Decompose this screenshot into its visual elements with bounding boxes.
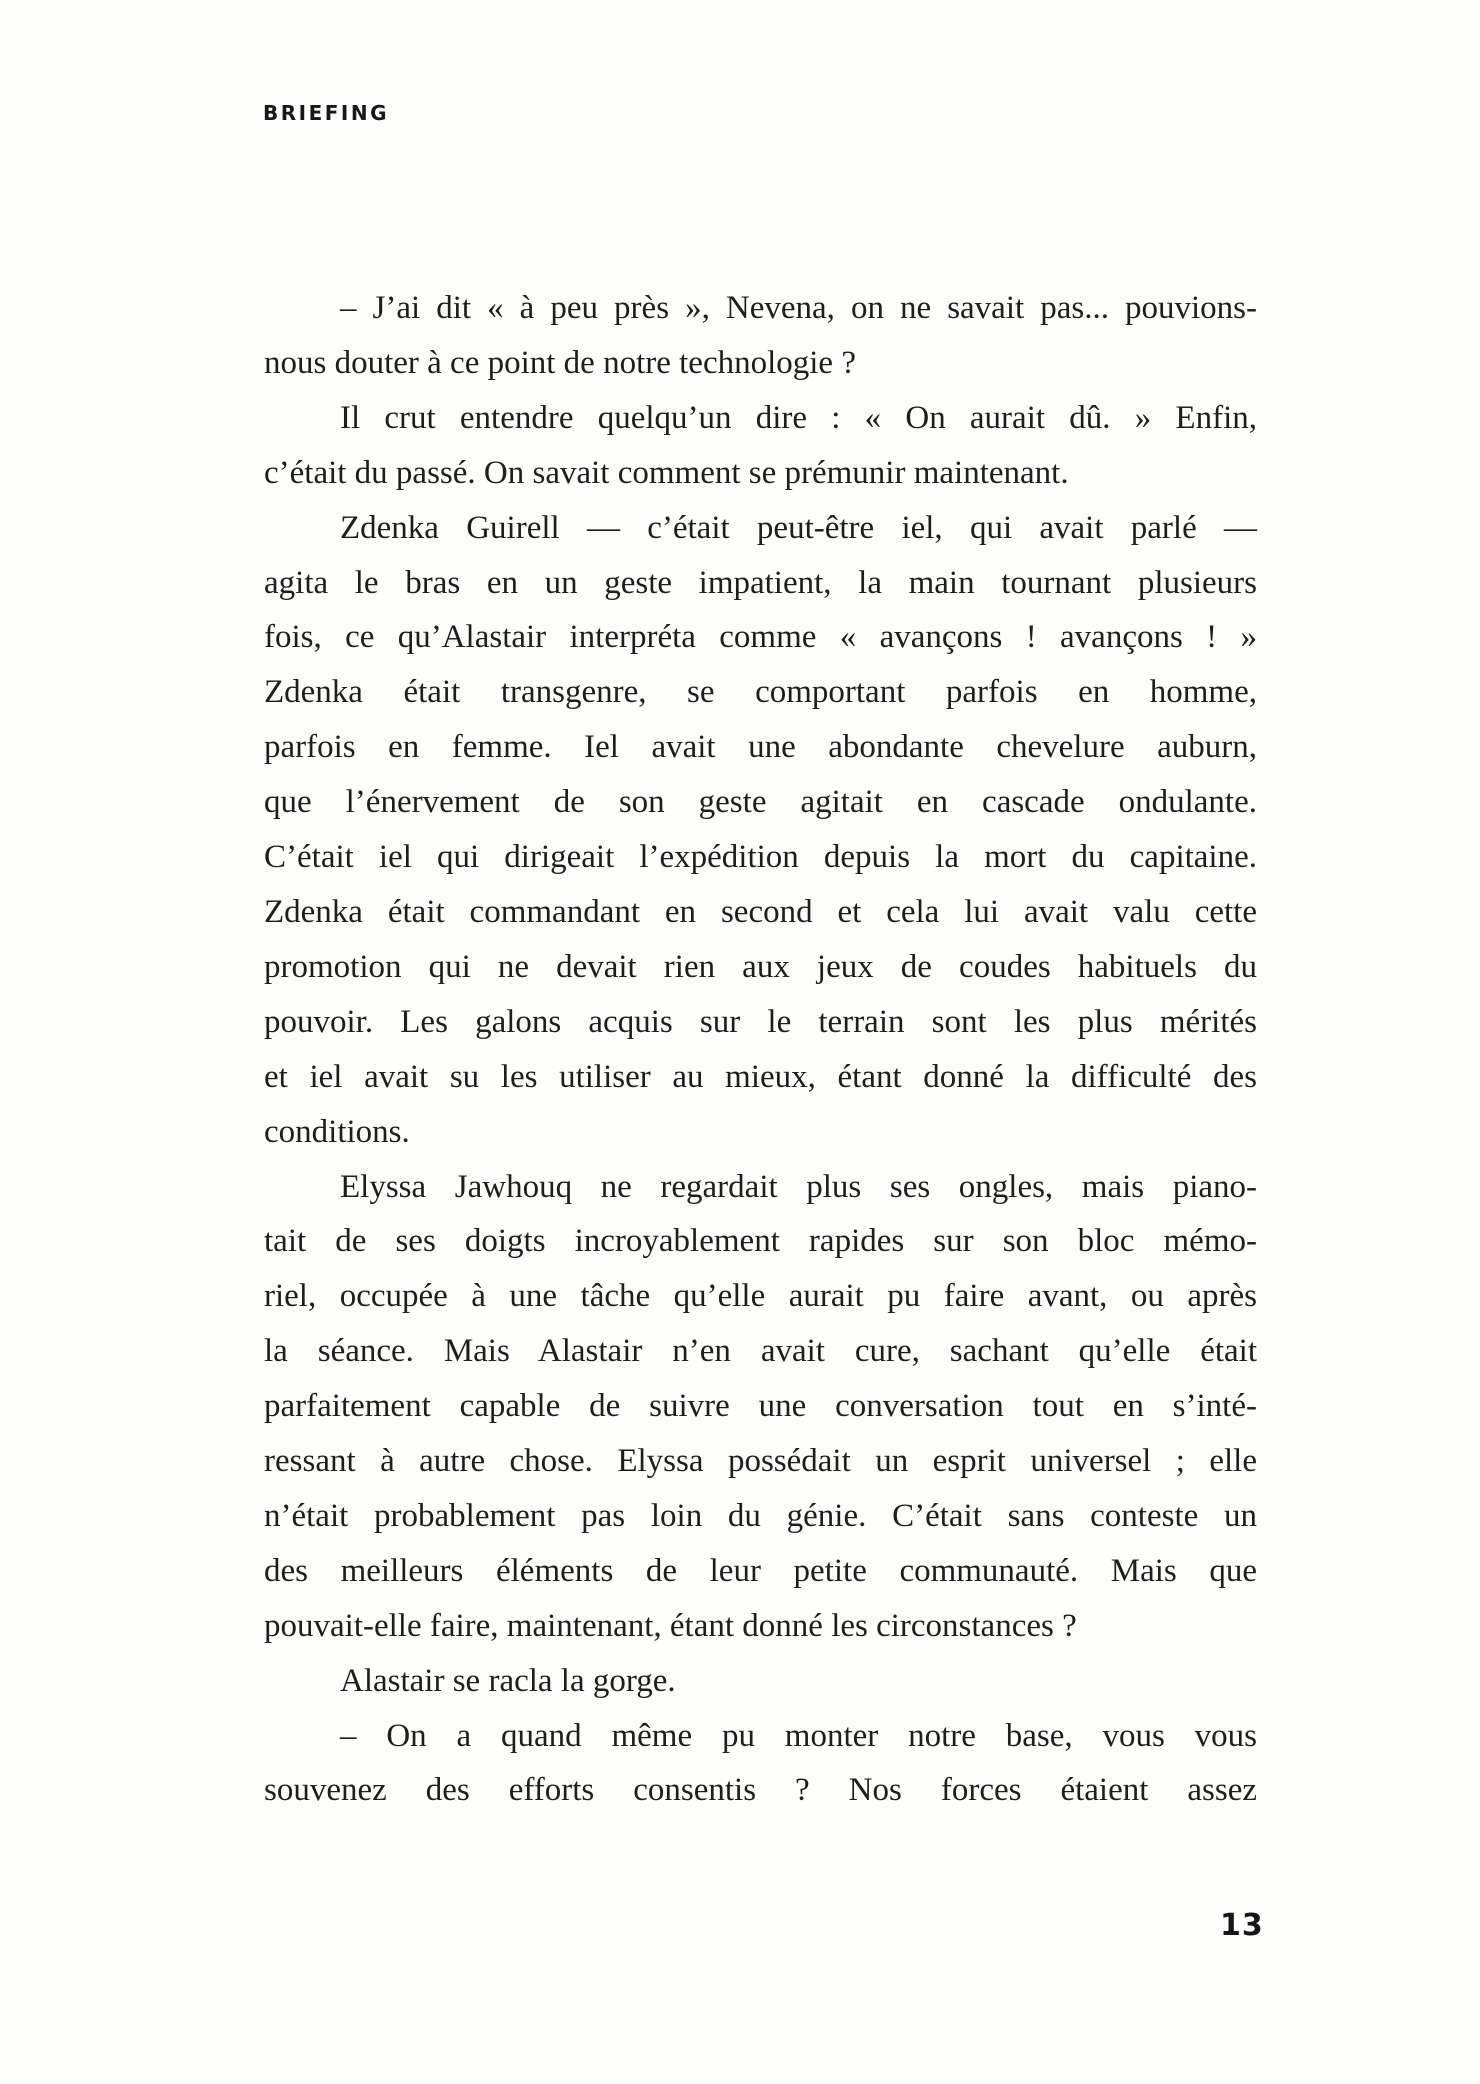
body-text-line: des meilleurs éléments de leur petite communauté. Mais que (264, 1552, 1257, 1589)
body-text-line: n’était probablement pas loin du génie. C’était sans conteste un (264, 1497, 1257, 1534)
body-text-line: agita le bras en un geste impatient, la main tournant plusieurs (264, 564, 1257, 601)
body-text-line: pouvoir. Les galons acquis sur le terrain sont les plus mérités (264, 1003, 1257, 1040)
body-text-line: la séance. Mais Alastair n’en avait cure, sachant qu’elle était (264, 1333, 1257, 1370)
body-text-line: Zdenka était commandant en second et cela lui avait valu cette (264, 893, 1257, 930)
body-text (264, 281, 1257, 1818)
body-text-line: Zdenka Guirell — c’était peut-être iel, qui avait parlé — (340, 509, 1257, 546)
body-text-line: promotion qui ne devait rien aux jeux de coudes habituels du (264, 948, 1257, 985)
body-text-line: que l’énervement de son geste agitait en cascade ondulante. (264, 784, 1257, 821)
body-text-line: fois, ce qu’Alastair interpréta comme « avançons ! avançons ! » (264, 619, 1257, 656)
body-text-line: conditions. (264, 1113, 410, 1150)
body-text-line: souvenez des efforts consentis ? Nos forces étaient assez (264, 1772, 1257, 1809)
running-header: BRIEFING (263, 101, 390, 125)
body-text-line: Il crut entendre quelqu’un dire : « On aurait dû. » Enfin, (340, 399, 1257, 436)
body-text-line: parfaitement capable de suivre une conversation tout en s’inté- (264, 1388, 1257, 1425)
page-number: 13 (1220, 1908, 1264, 1943)
body-text-line: Zdenka était transgenre, se comportant parfois en homme, (264, 674, 1257, 711)
body-text-line: parfois en femme. Iel avait une abondante chevelure auburn, (264, 729, 1257, 766)
body-text-line: – J’ai dit « à peu près », Nevena, on ne savait pas... pouvions- (340, 290, 1257, 326)
body-text-line: pouvait-elle faire, maintenant, étant donné les circonstances ? (264, 1607, 1077, 1644)
body-text-line: et iel avait su les utiliser au mieux, étant donné la difficulté des (264, 1058, 1257, 1095)
body-text-line: ressant à autre chose. Elyssa possédait un esprit universel ; elle (264, 1443, 1257, 1480)
body-text-line: Elyssa Jawhouq ne regardait plus ses ongles, mais piano- (340, 1168, 1257, 1205)
body-text-line: Alastair se racla la gorge. (340, 1662, 676, 1699)
body-text-line: C’était iel qui dirigeait l’expédition depuis la mort du capitaine. (264, 839, 1257, 876)
body-text-line: nous douter à ce point de notre technologie ? (264, 344, 856, 381)
body-text-line: – On a quand même pu monter notre base, vous vous (340, 1717, 1257, 1754)
body-text-line: riel, occupée à une tâche qu’elle aurait pu faire avant, ou après (264, 1278, 1257, 1315)
body-text-line: c’était du passé. On savait comment se prémunir maintenant. (264, 454, 1069, 491)
body-text-line: tait de ses doigts incroyablement rapides sur son bloc mémo- (264, 1223, 1257, 1260)
